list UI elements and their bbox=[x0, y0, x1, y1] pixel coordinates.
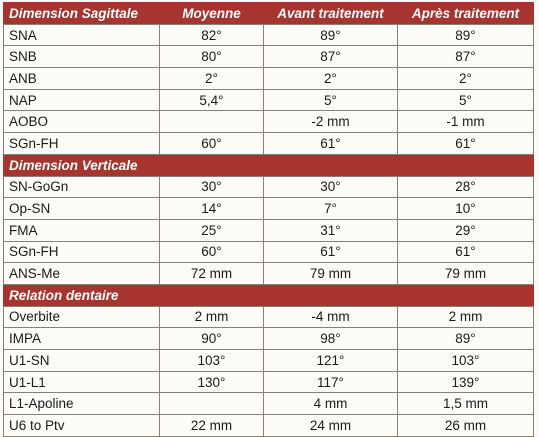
value-moyenne bbox=[160, 111, 264, 133]
value-apres: 1,5 mm bbox=[398, 393, 534, 415]
value-apres: 2 mm bbox=[398, 306, 534, 328]
parameter-label: SNA bbox=[4, 24, 160, 46]
value-apres: 61° bbox=[398, 133, 534, 155]
parameter-label: U6 to Ptv bbox=[4, 415, 160, 437]
value-moyenne: 103° bbox=[160, 350, 264, 372]
value-avant: 87° bbox=[264, 46, 398, 68]
table-row bbox=[4, 68, 534, 90]
section-header-cell bbox=[264, 154, 398, 176]
value-avant: 7° bbox=[264, 198, 398, 220]
parameter-label: U1-L1 bbox=[4, 371, 160, 393]
section-header-cell bbox=[160, 284, 264, 306]
table-row bbox=[4, 415, 534, 437]
value-avant: -2 mm bbox=[264, 111, 398, 133]
value-avant: 5° bbox=[264, 89, 398, 111]
section-header-cell bbox=[160, 154, 264, 176]
section-header-cell bbox=[398, 284, 534, 306]
section-title: Dimension Sagittale bbox=[4, 3, 160, 25]
section-header-relation-dentaire bbox=[4, 284, 534, 306]
table-row bbox=[4, 219, 534, 241]
section-header-sagittale bbox=[4, 3, 534, 25]
value-moyenne: 130° bbox=[160, 371, 264, 393]
value-moyenne: 60° bbox=[160, 133, 264, 155]
table-row bbox=[4, 111, 534, 133]
table-row bbox=[4, 89, 534, 111]
table-row bbox=[4, 198, 534, 220]
parameter-label: ANB bbox=[4, 68, 160, 90]
value-apres: 87° bbox=[398, 46, 534, 68]
value-avant: 89° bbox=[264, 24, 398, 46]
value-moyenne: 5,4° bbox=[160, 89, 264, 111]
value-apres: 26 mm bbox=[398, 415, 534, 437]
table-row bbox=[4, 176, 534, 198]
parameter-label: SGn-FH bbox=[4, 133, 160, 155]
value-avant: 31° bbox=[264, 219, 398, 241]
parameter-label: ANS-Me bbox=[4, 263, 160, 285]
cephalometric-table-container bbox=[3, 2, 534, 437]
parameter-label: NAP bbox=[4, 89, 160, 111]
parameter-label: AOBO bbox=[4, 111, 160, 133]
value-moyenne: 80° bbox=[160, 46, 264, 68]
value-apres: 10° bbox=[398, 198, 534, 220]
table-row bbox=[4, 393, 534, 415]
value-moyenne: 2° bbox=[160, 68, 264, 90]
section-header-verticale bbox=[4, 154, 534, 176]
value-avant: 4 mm bbox=[264, 393, 398, 415]
value-avant: 61° bbox=[264, 133, 398, 155]
value-apres: 139° bbox=[398, 371, 534, 393]
value-apres: 29° bbox=[398, 219, 534, 241]
value-apres: 79 mm bbox=[398, 263, 534, 285]
value-avant: 98° bbox=[264, 328, 398, 350]
table-row bbox=[4, 371, 534, 393]
section-title: Dimension Verticale bbox=[4, 154, 160, 176]
value-apres: 5° bbox=[398, 89, 534, 111]
table-row bbox=[4, 306, 534, 328]
table-row bbox=[4, 46, 534, 68]
parameter-label: SGn-FH bbox=[4, 241, 160, 263]
value-avant: 2° bbox=[264, 68, 398, 90]
parameter-label: SNB bbox=[4, 46, 160, 68]
parameter-label: IMPA bbox=[4, 328, 160, 350]
value-apres: 103° bbox=[398, 350, 534, 372]
value-avant: 117° bbox=[264, 371, 398, 393]
value-apres: 89° bbox=[398, 328, 534, 350]
value-moyenne: 30° bbox=[160, 176, 264, 198]
parameter-label: Overbite bbox=[4, 306, 160, 328]
table-row bbox=[4, 24, 534, 46]
section-title: Relation dentaire bbox=[4, 284, 160, 306]
value-avant: 121° bbox=[264, 350, 398, 372]
value-moyenne: 72 mm bbox=[160, 263, 264, 285]
parameter-label: U1-SN bbox=[4, 350, 160, 372]
parameter-label: L1-Apoline bbox=[4, 393, 160, 415]
parameter-label: FMA bbox=[4, 219, 160, 241]
value-avant: 79 mm bbox=[264, 263, 398, 285]
table-row bbox=[4, 350, 534, 372]
value-avant: 61° bbox=[264, 241, 398, 263]
value-moyenne: 60° bbox=[160, 241, 264, 263]
cephalometric-table bbox=[3, 2, 534, 437]
value-avant: 24 mm bbox=[264, 415, 398, 437]
value-apres: 2° bbox=[398, 68, 534, 90]
table-row bbox=[4, 241, 534, 263]
parameter-label: Op-SN bbox=[4, 198, 160, 220]
value-moyenne: 14° bbox=[160, 198, 264, 220]
column-header-avant: Avant traitement bbox=[264, 3, 398, 25]
column-header-moyenne: Moyenne bbox=[160, 3, 264, 25]
section-header-cell bbox=[398, 154, 534, 176]
column-header-apres: Après traitement bbox=[398, 3, 534, 25]
value-moyenne: 2 mm bbox=[160, 306, 264, 328]
table-row bbox=[4, 133, 534, 155]
table-row bbox=[4, 263, 534, 285]
section-header-cell bbox=[264, 284, 398, 306]
table-row bbox=[4, 328, 534, 350]
value-avant: 30° bbox=[264, 176, 398, 198]
value-apres: -1 mm bbox=[398, 111, 534, 133]
value-moyenne: 22 mm bbox=[160, 415, 264, 437]
value-moyenne: 90° bbox=[160, 328, 264, 350]
value-avant: -4 mm bbox=[264, 306, 398, 328]
value-moyenne: 25° bbox=[160, 219, 264, 241]
value-apres: 28° bbox=[398, 176, 534, 198]
value-moyenne bbox=[160, 393, 264, 415]
value-moyenne: 82° bbox=[160, 24, 264, 46]
parameter-label: SN-GoGn bbox=[4, 176, 160, 198]
value-apres: 89° bbox=[398, 24, 534, 46]
value-apres: 61° bbox=[398, 241, 534, 263]
